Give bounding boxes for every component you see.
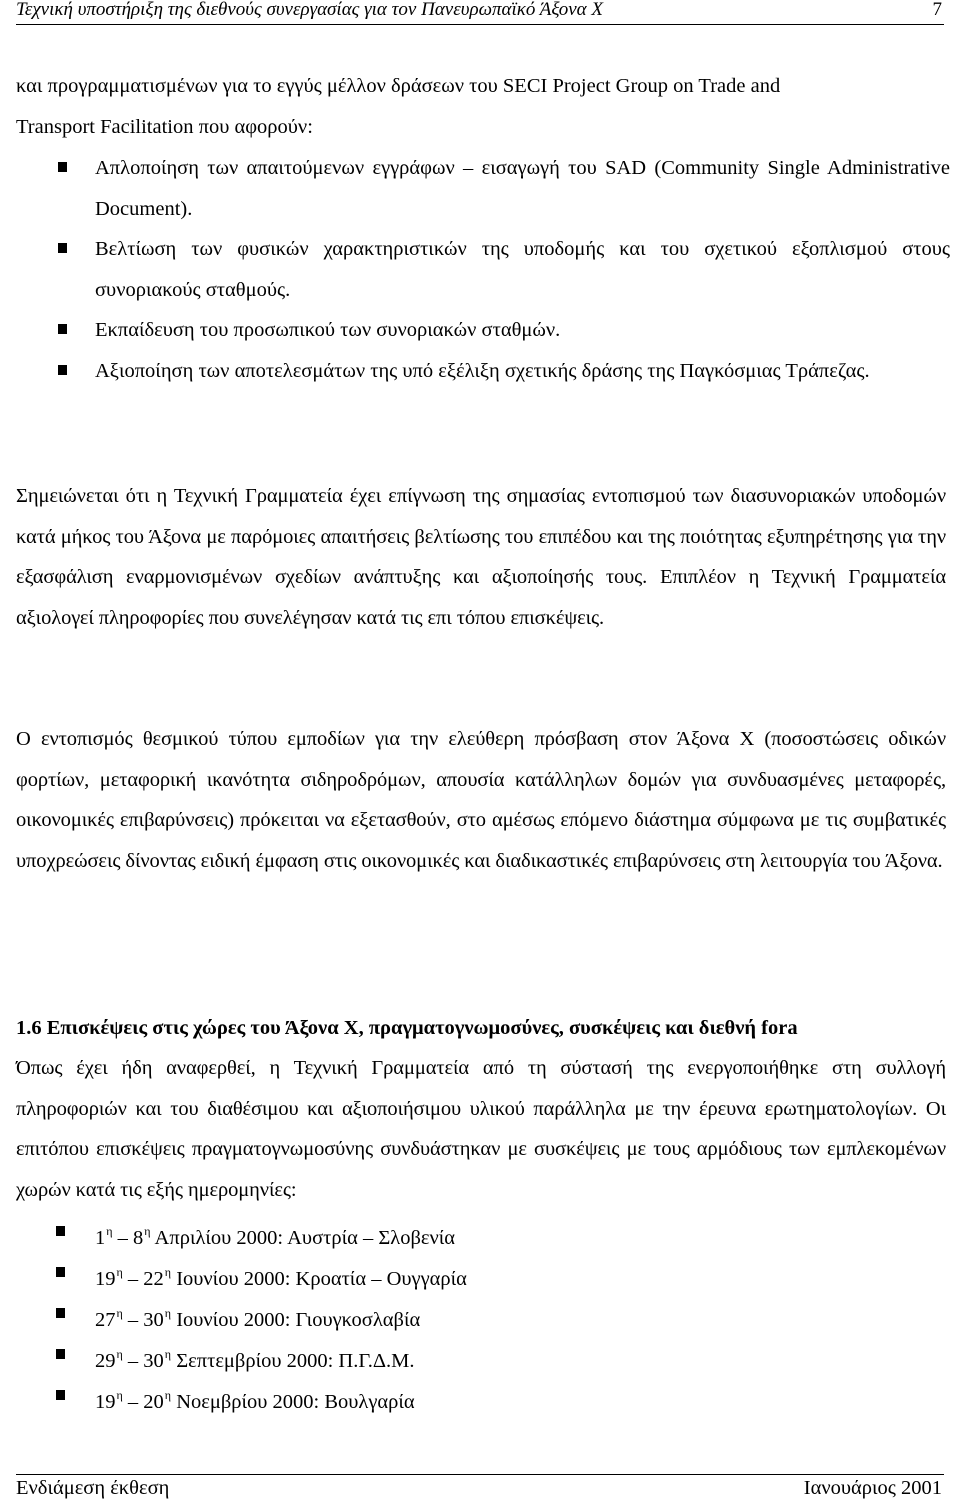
bullet-square-icon bbox=[56, 1390, 65, 1400]
bullet-square-icon bbox=[58, 365, 67, 375]
visit-end-day: 8 bbox=[133, 1227, 144, 1249]
footer-report-type: Ενδιάμεση έκθεση bbox=[16, 1477, 170, 1499]
visit-details: Ιουνίου 2000: Κροατία – Ουγγαρία bbox=[171, 1268, 467, 1290]
ordinal-suffix: η bbox=[116, 1388, 123, 1402]
bullet-item: Αξιοποίηση των αποτελεσμάτων της υπό εξέλιξη σχετικής δράσης της Παγκόσμιας Τράπεζας. bbox=[95, 360, 870, 382]
ordinal-suffix: η bbox=[164, 1347, 172, 1361]
ordinal-suffix: η bbox=[164, 1265, 172, 1279]
visit-date-item bbox=[95, 1334, 415, 1381]
visit-date-item bbox=[95, 1375, 415, 1422]
visit-start-day: 27 bbox=[95, 1309, 116, 1331]
section-heading bbox=[16, 1008, 956, 1048]
visit-details: Νοεμβρίου 2000: Βουλγαρία bbox=[171, 1391, 415, 1413]
paragraph-visits: Όπως έχει ήδη αναφερθεί, η Τεχνική Γραμματεία από τη σύστασή της ενεργοποιήθηκε στη συλλογή πληροφοριών και του διαθέσιμου και αξιοποιήσιμου υλικού παράλληλα με την έρευνα ερωτηματολογίων. Οι επιτόπου επισκέψεις πραγματογνωμοσύνης συνδυάστηκαν με συσκέψεις με τους αρμόδιους των εμπλεκομένων χωρών κατά τις εξής ημερομηνίες: bbox=[16, 1057, 946, 1201]
visit-end-day: 22 bbox=[143, 1268, 164, 1290]
visit-details: Σεπτεμβρίου 2000: Π.Γ.Δ.Μ. bbox=[171, 1350, 415, 1372]
date-separator: – bbox=[122, 1350, 144, 1372]
visit-end-day: 30 bbox=[143, 1350, 164, 1372]
header-title: Τεχνική υποστήριξη της διεθνούς συνεργασίας για τον Πανευρωπαϊκό Άξονα Χ bbox=[16, 0, 603, 20]
visit-start-day: 19 bbox=[95, 1268, 116, 1290]
visit-end-day: 20 bbox=[143, 1391, 164, 1413]
bullet-item: Εκπαίδευση του προσωπικού των συνοριακών σταθμών. bbox=[95, 319, 561, 341]
ordinal-suffix: η bbox=[116, 1265, 123, 1279]
ordinal-suffix: η bbox=[164, 1306, 172, 1320]
date-separator: – bbox=[122, 1309, 144, 1331]
bullet-item: Απλοποίηση των απαιτούμενων εγγράφων – εισαγωγή του SAD (Community Single Administrative Document). bbox=[95, 157, 950, 220]
paragraph-barriers: Ο εντοπισμός θεσμικού τύπου εμποδίων για την ελεύθερη πρόσβαση στον Άξονα Χ (ποσοστώσεις οδικών φορτίων, μεταφορική ικανότητα σιδηροδρόμων, απουσία κατάλληλων δομών για συνδυασμένες μεταφορές, οικονομικές επιβαρύνσεις) πρόκειται να εξετασθούν, στο αμέσως επόμενο διάστημα σύμφωνα με τις συμβατικές υποχρεώσεις δίνοντας ειδική έμφαση στις οικονομικές και διαδικαστικές επιβαρύνσεις στη λειτουργία του Άξονα. bbox=[16, 728, 946, 872]
visit-details: Ιουνίου 2000: Γιουγκοσλαβία bbox=[171, 1309, 421, 1331]
bullet-square-icon bbox=[56, 1308, 65, 1318]
section-title: Επισκέψεις στις χώρες του Άξονα Χ, πραγματογνωμοσύνες, συσκέψεις και διεθνή fora bbox=[46, 1017, 798, 1039]
page-header bbox=[16, 0, 944, 25]
intro-line-1: και προγραμματισμένων για το εγγύς μέλλον δράσεων του SECI Project Group on Trade and bbox=[16, 75, 781, 97]
ordinal-suffix: η bbox=[144, 1224, 151, 1238]
visit-start-day: 29 bbox=[95, 1350, 116, 1372]
visit-start-day: 19 bbox=[95, 1391, 116, 1413]
visit-details: Απριλίου 2000: Αυστρία – Σλοβενία bbox=[150, 1227, 456, 1249]
visit-date-item bbox=[95, 1211, 455, 1258]
section-number: 1.6 bbox=[16, 1017, 42, 1039]
footer-date: Ιανουάριος 2001 bbox=[803, 1477, 942, 1499]
ordinal-suffix: η bbox=[116, 1306, 123, 1320]
date-separator: – bbox=[122, 1391, 144, 1413]
intro-line-2: Transport Facilitation που αφορούν: bbox=[16, 116, 313, 138]
bullet-square-icon bbox=[56, 1349, 65, 1359]
ordinal-suffix: η bbox=[106, 1224, 113, 1238]
date-separator: – bbox=[112, 1227, 134, 1249]
bullet-square-icon bbox=[58, 162, 67, 172]
bullet-square-icon bbox=[56, 1226, 65, 1236]
visit-start-day: 1 bbox=[95, 1227, 106, 1249]
bullet-square-icon bbox=[58, 243, 67, 253]
visit-date-item bbox=[95, 1252, 467, 1299]
page-footer bbox=[16, 1474, 944, 1505]
bullet-square-icon bbox=[56, 1267, 65, 1277]
page-number: 7 bbox=[932, 0, 942, 20]
bullet-square-icon bbox=[58, 324, 67, 334]
paragraph-borders: Σημειώνεται ότι η Τεχνική Γραμματεία έχει επίγνωση της σημασίας εντοπισμού των διασυνοριακών υποδομών κατά μήκος του Άξονα με παρόμοιες απαιτήσεις βελτίωσης του επιπέδου και της ποιότητας εξυπηρέτησης για την εξασφάλιση εναρμονισμένων σχεδίων ανάπτυξης και αξιοποίησής τους. Επιπλέον η Τεχνική Γραμματεία αξιολογεί πληροφορίες που συνελέγησαν κατά τις επι τόπου επισκέψεις. bbox=[16, 485, 946, 629]
date-separator: – bbox=[122, 1268, 144, 1290]
visit-date-item bbox=[95, 1293, 420, 1340]
visit-end-day: 30 bbox=[143, 1309, 164, 1331]
ordinal-suffix: η bbox=[116, 1347, 123, 1361]
ordinal-suffix: η bbox=[164, 1388, 172, 1402]
bullet-item: Βελτίωση των φυσικών χαρακτηριστικών της υποδομής και του σχετικού εξοπλισμού στους συνοριακούς σταθμούς. bbox=[95, 238, 950, 301]
